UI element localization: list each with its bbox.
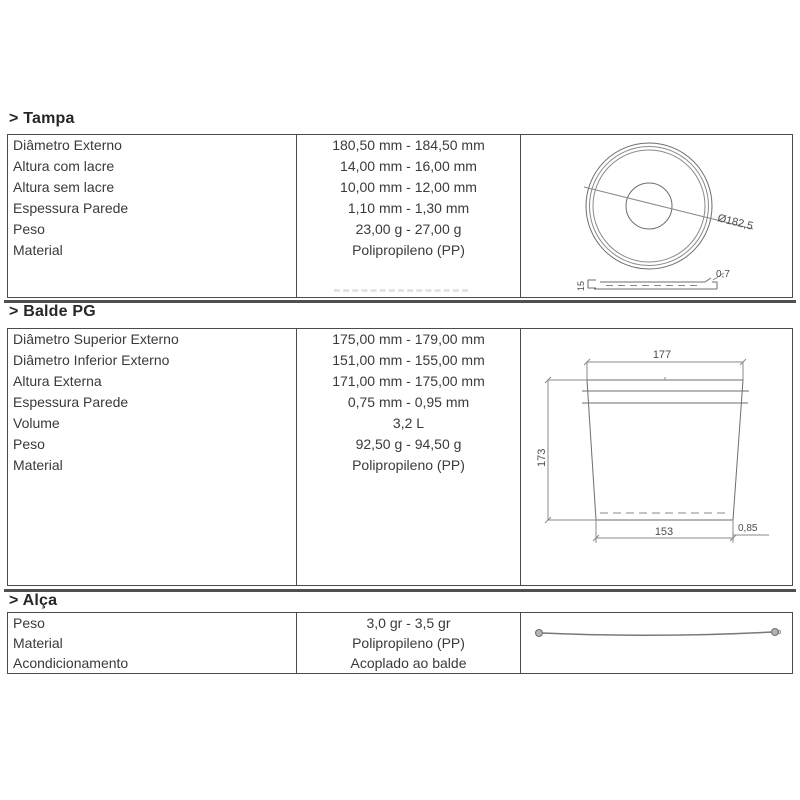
balde-label-column xyxy=(8,329,297,585)
lid-lip-thickness-label: 0,7 xyxy=(716,269,730,280)
spec-label: Diâmetro Inferior Externo xyxy=(13,352,170,368)
section-title-alca: > Alça xyxy=(9,592,58,609)
spec-label: Diâmetro Superior Externo xyxy=(13,331,179,347)
balde-value-column xyxy=(297,329,521,585)
lid-diameter-label: Ø182,5 xyxy=(716,212,755,233)
spec-value: Polipropileno (PP) xyxy=(352,635,465,651)
tampa-label-column xyxy=(8,135,297,297)
spec-value: 151,00 mm - 155,00 mm xyxy=(332,352,485,368)
spec-label: Peso xyxy=(13,436,45,452)
lid-technical-drawing xyxy=(521,135,791,295)
spec-value: 14,00 mm - 16,00 mm xyxy=(340,158,477,174)
spec-value: 175,00 mm - 179,00 mm xyxy=(332,331,485,347)
faded-scan-artifact xyxy=(334,289,468,292)
spec-label: Diâmetro Externo xyxy=(13,137,122,153)
alca-value-column xyxy=(297,613,521,673)
tampa-value-column xyxy=(297,135,521,297)
balde-drawing-cell xyxy=(521,329,792,585)
spec-value: 3,0 gr - 3,5 gr xyxy=(366,615,451,631)
section-divider xyxy=(4,589,796,592)
spec-value: 1,10 mm - 1,30 mm xyxy=(347,200,470,216)
tampa-drawing-cell xyxy=(521,135,792,297)
section-title-tampa: > Tampa xyxy=(9,110,75,127)
alca-label-column xyxy=(8,613,297,673)
bucket-bottom-thickness-label: 0,85 xyxy=(738,523,758,534)
spec-value: Acoplado ao balde xyxy=(350,655,467,671)
spec-label: Altura sem lacre xyxy=(13,179,115,195)
spec-label: Altura com lacre xyxy=(13,158,115,174)
spec-label: Material xyxy=(13,635,63,651)
spec-label: Peso xyxy=(13,221,45,237)
spec-value: 92,50 g - 94,50 g xyxy=(355,436,462,452)
balde-spec-table xyxy=(7,328,793,586)
bucket-technical-drawing xyxy=(521,329,791,583)
spec-value: 171,00 mm - 175,00 mm xyxy=(332,373,485,389)
spec-value: 23,00 g - 27,00 g xyxy=(355,221,462,237)
spec-label: Material xyxy=(13,242,63,258)
lid-profile-height-label: 15 xyxy=(576,280,586,291)
spec-value: 10,00 mm - 12,00 mm xyxy=(340,179,477,195)
spec-label: Material xyxy=(13,457,63,473)
spec-label: Volume xyxy=(13,415,60,431)
spec-label: Espessura Parede xyxy=(13,200,129,216)
spec-value: Polipropileno (PP) xyxy=(352,457,465,473)
section-divider xyxy=(4,300,796,303)
bucket-bottom-width-label: 153 xyxy=(654,526,674,538)
spec-label: Acondicionamento xyxy=(13,655,129,671)
handle-technical-drawing xyxy=(521,613,791,671)
alca-spec-table xyxy=(7,612,793,674)
tampa-spec-table xyxy=(7,134,793,298)
alca-drawing-cell xyxy=(521,613,792,673)
bucket-top-width-label: 177 xyxy=(652,349,672,361)
section-title-balde-pg: > Balde PG xyxy=(9,303,96,320)
spec-value: 0,75 mm - 0,95 mm xyxy=(347,394,470,410)
bucket-height-label: 173 xyxy=(536,448,548,467)
spec-value: 3,2 L xyxy=(392,415,425,431)
spec-value: 180,50 mm - 184,50 mm xyxy=(332,137,485,153)
spec-label: Peso xyxy=(13,615,45,631)
spec-label: Altura Externa xyxy=(13,373,102,389)
spec-label: Espessura Parede xyxy=(13,394,129,410)
spec-value: Polipropileno (PP) xyxy=(352,242,465,258)
